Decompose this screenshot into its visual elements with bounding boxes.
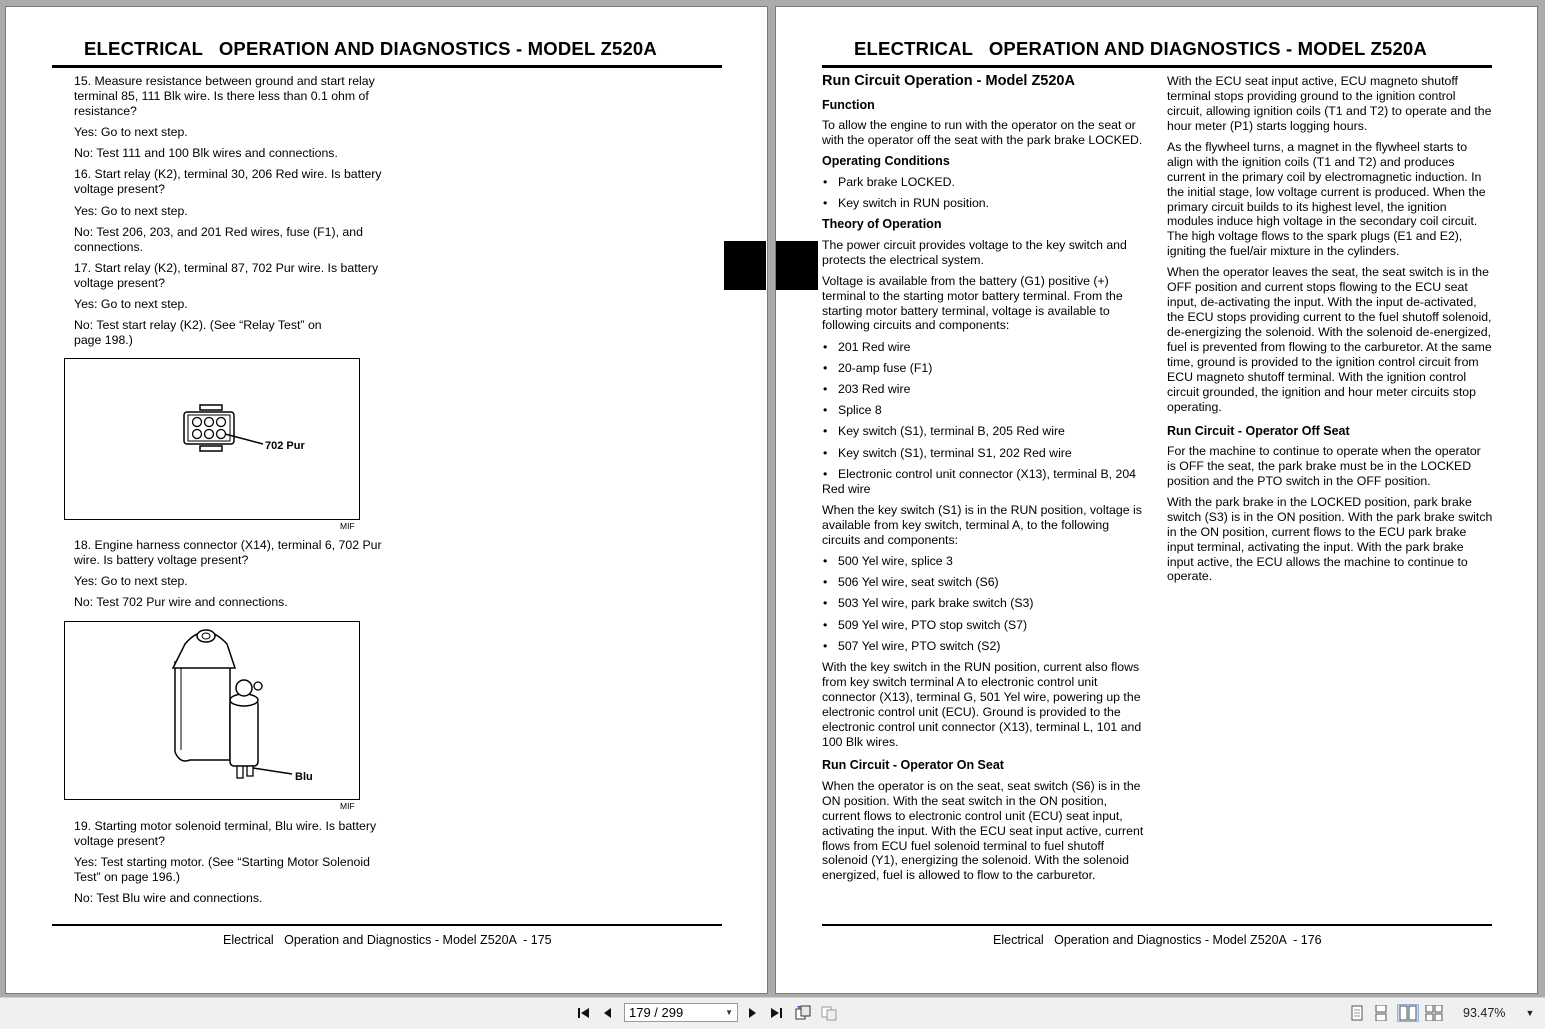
paragraph: As the flywheel turns, a magnet in the flywheel starts to align with the ignition coils (T1 and T2) and produces current in the primary coil by electromagnetic induction. In the initial stage, low voltage current is produced. When the primary circuit builds to its highest level, the ignition modules induce high voltage in the secondary coil circuit. The high voltage flows to the spark plugs (E1 and E2), igniting the fuel/air mixture in the cylinders. <box>1167 139 1486 259</box>
next-page-button[interactable] <box>742 1004 762 1022</box>
two-page-view-icon <box>1399 1005 1417 1021</box>
list-item: • Park brake LOCKED. <box>822 175 1148 190</box>
paragraph: When the key switch (S1) is in the RUN position, voltage is available from key switch, terminal A, to the following circuits and components: <box>822 503 1142 547</box>
continuous-view-icon <box>1374 1005 1388 1021</box>
subheading: Function <box>822 97 875 112</box>
paragraph: Voltage is available from the battery (G1) positive (+) terminal to the starting motor battery terminal. From the starting motor battery terminal, voltage is available to following circuits and components: <box>822 273 1123 333</box>
list-item: • 201 Red wire <box>822 340 1148 355</box>
list-item: • 20-amp fuse (F1) <box>822 361 1148 376</box>
footer-rule <box>52 924 722 926</box>
step-text: 15. Measure resistance between ground and start relay terminal 85, 111 Blk wire. Is there less than 0.1 ohm of resistance? <box>74 74 375 118</box>
starter-motor-figure <box>64 621 360 800</box>
first-page-button[interactable] <box>574 1004 594 1022</box>
step-text: No: Test 206, 203, and 201 Red wires, fuse (F1), and connections. <box>74 224 363 254</box>
starter-motor-drawing <box>65 622 361 801</box>
subheading: Run Circuit - Operator Off Seat <box>1167 423 1350 438</box>
page-indicator: 179 / 299 <box>629 1005 684 1020</box>
page-header: ELECTRICAL OPERATION AND DIAGNOSTICS - MODEL Z520A <box>84 38 657 59</box>
continuous-view-button[interactable] <box>1371 1004 1391 1022</box>
step-text: No: Test start relay (K2). (See “Relay Test” on page 198.) <box>74 318 322 348</box>
paragraph: For the machine to continue to operate when the operator is OFF the seat, the park brake must be in the LOCKED position and the PTO switch in the OFF position. <box>1167 443 1481 488</box>
connector-drawing <box>65 359 361 521</box>
list-item: • 506 Yel wire, seat switch (S6) <box>822 575 1148 590</box>
section-title: Run Circuit Operation - Model Z520A <box>822 73 1075 89</box>
page-footer: Electrical Operation and Diagnostics - Model Z520A - 175 <box>223 933 552 947</box>
copy-icon <box>794 1005 812 1021</box>
chevron-down-icon: ▼ <box>725 1008 733 1017</box>
text-column-right <box>1167 74 1493 591</box>
single-page-view-button[interactable] <box>1347 1004 1367 1022</box>
next-page-icon <box>745 1006 759 1020</box>
paragraph: With the park brake in the LOCKED position, park brake switch (S3) is in the ON position. With the park brake switch in the ON position, current flows to the ECU park brake input terminal, activating the input. With the park brake input active, the ECU allows the machine to continue to operate. <box>1167 494 1493 584</box>
step-text: 19. Starting motor solenoid terminal, Blu wire. Is battery voltage present? <box>74 819 377 848</box>
paragraph: To allow the engine to run with the operator on the seat or with the operator off the seat with the park brake LOCKED. <box>822 118 1143 148</box>
black-block <box>724 241 766 290</box>
paragraph: When the operator is on the seat, seat switch (S6) is in the ON position. With the seat switch in the ON position, current flows to electronic control unit (ECU) seat input, activating the input. With the ECU seat input active, current flows from ECU fuel solenoid terminal to fuel shutoff solenoid (Y1), energizing the solenoid. With the solenoid energized, fuel is allowed to flow to the carburetor. <box>822 778 1144 883</box>
paragraph: The power circuit provides voltage to the key switch and protects the electrical system. <box>822 237 1127 267</box>
header-rule <box>52 65 722 68</box>
step-text: No: Test 702 Pur wire and connections. <box>74 595 288 610</box>
footer-rule <box>822 924 1492 926</box>
page-number-select[interactable] <box>624 1003 738 1022</box>
two-page-continuous-view-button[interactable] <box>1424 1004 1444 1022</box>
step-text: Yes: Go to next step. <box>74 203 188 218</box>
zoom-dropdown-icon: ▼ <box>1525 1008 1535 1018</box>
subheading: Run Circuit - Operator On Seat <box>822 758 1004 773</box>
left-page <box>5 6 768 994</box>
step-text: Yes: Go to next step. <box>74 296 188 311</box>
step-text: 17. Start relay (K2), terminal 87, 702 Pur wire. Is battery voltage present? <box>74 260 379 290</box>
single-page-view-icon <box>1350 1005 1364 1021</box>
page-footer: Electrical Operation and Diagnostics - Model Z520A - 176 <box>993 933 1322 947</box>
step-text: No: Test Blu wire and connections. <box>74 891 263 906</box>
subheading: Operating Conditions <box>822 154 950 169</box>
step-text: Yes: Go to next step. <box>74 125 188 140</box>
list-item: • Key switch (S1), terminal B, 205 Red wire <box>822 424 1148 439</box>
bottom-toolbar <box>0 997 1545 1029</box>
list-item: • 507 Yel wire, PTO switch (S2) <box>822 639 1148 654</box>
figure-tag: MIF <box>340 801 355 811</box>
previous-page-button[interactable] <box>598 1004 618 1022</box>
first-page-icon <box>576 1006 592 1020</box>
conditions-list <box>822 175 1148 211</box>
circuit-list <box>822 554 1148 654</box>
header-rule <box>822 65 1492 68</box>
page-header: ELECTRICAL OPERATION AND DIAGNOSTICS - MODEL Z520A <box>854 38 1427 59</box>
list-item: • Electronic control unit connector (X13), terminal B, 204 Red wire <box>822 467 1148 497</box>
list-item: • 203 Red wire <box>822 382 1148 397</box>
paste-icon <box>820 1005 838 1021</box>
copy-button[interactable] <box>793 1004 813 1022</box>
wire-callout: Blu <box>295 771 313 783</box>
text-column-c <box>74 819 384 912</box>
wire-callout: 702 Pur <box>265 440 305 452</box>
two-page-view-button[interactable] <box>1397 1004 1419 1022</box>
subheading: Theory of Operation <box>822 217 942 232</box>
paragraph: With the ECU seat input active, ECU magneto shutoff terminal stops providing ground to the ignition control circuit, allowing ignition coils (T1 and T2) to operate and the hour meter (P1) starts logging hours. <box>1167 74 1492 133</box>
list-item: • 503 Yel wire, park brake switch (S3) <box>822 596 1148 611</box>
step-text: 16. Start relay (K2), terminal 30, 206 Red wire. Is battery voltage present? <box>74 167 382 197</box>
step-text: Yes: Go to next step. <box>74 574 188 589</box>
last-page-icon <box>768 1006 784 1020</box>
text-column-a <box>74 74 384 354</box>
list-item: • Key switch in RUN position. <box>822 196 1148 211</box>
right-page <box>775 6 1538 994</box>
zoom-level[interactable]: 93.47% <box>1463 1006 1506 1020</box>
black-block <box>776 241 818 290</box>
zoom-dropdown-button[interactable] <box>1520 1004 1540 1022</box>
step-text: Yes: Test starting motor. (See “Starting Motor Solenoid Test” on page 196.) <box>74 855 370 885</box>
step-text: 18. Engine harness connector (X14), terminal 6, 702 Pur wire. Is battery voltage present? <box>74 538 382 567</box>
step-text: No: Test 111 and 100 Blk wires and connections. <box>74 146 338 161</box>
list-item: • Key switch (S1), terminal S1, 202 Red wire <box>822 446 1148 461</box>
circuit-list <box>822 340 1148 497</box>
previous-page-icon <box>601 1006 615 1020</box>
paragraph: When the operator leaves the seat, the seat switch is in the OFF position and current stops flowing to the ECU seat input, de-activating the input. With the input de-activated, the ECU stops providing current to the fuel shutoff solenoid, de-energizing the solenoid. With the solenoid de-energized, fuel is prevented from flowing to the carburetor. At the same time, ground is provided to the ignition control circuit from ECU magneto shutoff terminal. With the ignition control circuit grounded, the ignition and hour meter circuits stop operating. <box>1167 265 1492 414</box>
list-item: • Splice 8 <box>822 403 1148 418</box>
list-item: • 509 Yel wire, PTO stop switch (S7) <box>822 618 1148 633</box>
figure-tag: MIF <box>340 521 355 531</box>
last-page-button[interactable] <box>766 1004 786 1022</box>
connector-figure <box>64 358 360 520</box>
two-page-continuous-view-icon <box>1425 1005 1443 1021</box>
paste-button[interactable] <box>819 1004 839 1022</box>
text-column-b <box>74 538 384 617</box>
paragraph: With the key switch in the RUN position, current also flows from key switch terminal A to electronic control unit connector (X13), terminal G, 501 Yel wire, powering up the electronic control unit (ECU). Ground is provided to the electronic control unit connector (X13), terminal L, 101 and 100 Blk wires. <box>822 660 1142 749</box>
list-item: • 500 Yel wire, splice 3 <box>822 554 1148 569</box>
text-column-left <box>822 74 1148 890</box>
